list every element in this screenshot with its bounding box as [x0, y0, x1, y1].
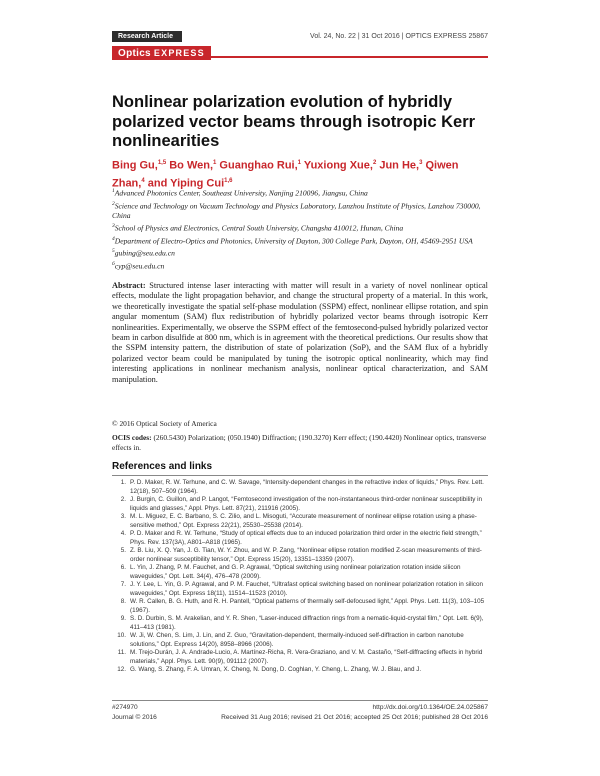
reference-number: 5. — [120, 547, 126, 554]
author-name: Jun He, — [376, 159, 420, 172]
author-affiliation-marker: 4 — [141, 177, 145, 184]
reference-item — [112, 615, 488, 632]
article-type-label: Research Article — [112, 31, 182, 42]
affiliation-text: Advanced Photonics Center, Southeast University, Nanjing 210096, Jiangsu, China — [114, 188, 368, 198]
footer-journal-copyright: Journal © 2016 — [112, 714, 157, 721]
affiliation-item — [112, 186, 492, 199]
footer-dates: Received 31 Aug 2016; revised 21 Oct 2016; accepted 25 Oct 2016; published 28 Oct 2016 — [221, 714, 488, 721]
reference-number: 11. — [117, 649, 126, 656]
reference-number: 4. — [120, 530, 126, 537]
reference-text: Z. B. Liu, X. Q. Yan, J. G. Tian, W. Y. Zhou, and W. P. Zang, “Nonlinear ellipse rotation modified Z-scan measurements of third-order nonlinear susceptibility tensor,” Opt. Express 15(20), 13351–13359 (2007). — [130, 547, 482, 563]
copyright-notice: © 2016 Optical Society of America — [112, 419, 217, 428]
abstract — [112, 281, 488, 385]
reference-text: W. Ji, W. Chen, S. Lim, J. Lin, and Z. Guo, “Gravitation-dependent, thermally-induced self-diffraction in carbon nanotube solutions,” Opt. Express 14(20), 8958–8966 (2006). — [130, 632, 464, 648]
reference-text: L. Yin, J. Zhang, P. M. Fauchet, and G. P. Agrawal, “Optical switching using nonlinear polarization rotation inside silicon waveguides,” Opt. Lett. 34(4), 476–478 (2009). — [130, 564, 461, 580]
author-affiliation-marker: 1 — [213, 160, 217, 166]
author-name: and Yiping Cui — [144, 177, 225, 190]
reference-item — [112, 564, 488, 581]
reference-item — [112, 632, 488, 649]
reference-text: P. D. Maker and R. W. Terhune, “Study of optical effects due to an induced polarization third order in the electric field strength,” Phys. Rev. 137(3A), A801–A818 (1965). — [130, 530, 482, 546]
affiliation-text: School of Physics and Electronics, Central South University, Changsha 410012, Hunan, China — [114, 223, 404, 233]
reference-number: 6. — [120, 564, 126, 571]
author-name: Yuxiong Xue, — [301, 159, 373, 172]
reference-number: 10. — [117, 632, 126, 639]
affiliation-list — [112, 186, 492, 271]
reference-number: 9. — [120, 615, 126, 622]
paper-title: Nonlinear polarization evolution of hybridly polarized vector beams through isotropic Kerr nonlinearities — [112, 93, 476, 150]
reference-text: W. R. Callen, B. G. Huth, and R. H. Pantell, “Optical patterns of thermally self-defocused light,” Appl. Phys. Lett. 11(3), 103–105 (1967). — [130, 598, 485, 614]
affiliation-marker: 5 — [112, 248, 115, 255]
author-name: Bing Gu, — [112, 159, 158, 172]
affiliation-item — [112, 234, 492, 247]
references-divider — [112, 475, 488, 476]
affiliation-item — [112, 221, 492, 234]
reference-text: M. L. Miguez, E. C. Barbano, S. C. Zilio, and L. Misoguti, “Accurate measurement of nonlinear ellipse rotation using a phase-sensitive method,” Opt. Express 22(21), 25530–25538 (2014). — [130, 513, 477, 529]
journal-logo-part2: EXPRESS — [153, 48, 205, 58]
affiliation-item — [112, 199, 492, 222]
footer-doi-link[interactable]: http://dx.doi.org/10.1364/OE.24.025867 — [372, 704, 488, 711]
affiliation-item — [112, 246, 492, 259]
author-affiliation-marker: 1 — [297, 160, 301, 166]
affiliation-marker: 2 — [112, 200, 115, 207]
affiliation-text: Department of Electro-Optics and Photonics, University of Dayton, 300 College Park, Dayton, OH, 45469-2951 USA — [114, 236, 473, 246]
reference-number: 12. — [117, 666, 126, 673]
reference-text: M. Trejo-Durán, J. A. Andrade-Lucio, A. Martínez-Richa, R. Vera-Graziano, and V. M. Castaño, “Self-diffracting effects in hybrid materials,” Appl. Phys. Lett. 90(9), 091112 (2007). — [130, 649, 483, 665]
footer-divider — [112, 700, 488, 701]
affiliation-marker: 1 — [112, 188, 115, 194]
reference-number: 8. — [120, 598, 126, 605]
affiliation-marker: 3 — [112, 223, 115, 230]
affiliation-marker: 6 — [112, 260, 115, 267]
reference-text: P. D. Maker, R. W. Terhune, and C. W. Savage, “Intensity-dependent changes in the refractive index of liquids,” Phys. Rev. Lett. 12(18), 507–509 (1964). — [130, 479, 484, 495]
footer-manuscript-id: #274970 — [112, 704, 138, 711]
reference-item — [112, 598, 488, 615]
abstract-text: Structured intense laser interacting with matter will result in a variety of novel nonlinear optical effects, modulate the light propagation behavior, and change the structural property of a material. In this work, we theoretically investigate the spatial self-phase modulation (SSPM) effect, nonlinear ellipse rotation, and spin angular momentum (SAM) flux redistribution of hybridly polarized vector beams through isotropic Kerr nonlinearities. Experimentally, we observe the SSPM effect of the femtosecond-pulsed hybridly polarized vector beam in carbon disulfide at 800 nm, which is in agreement with the theoretical predictions. Our results show that the SSPM intensity pattern, the distribution of state of polarization (SoP), and the SAM flux of a hybridly polarized vector beam could be manipulated by tuning the isotropic optical nonlinearity, which may find interesting applications in nonlinear mechanism analysis, nonlinear optical characterization, and SAM manipulation. — [112, 281, 488, 384]
author-affiliation-marker: 3 — [419, 160, 423, 166]
ocis-label: OCIS codes: — [112, 433, 152, 442]
reference-item — [112, 547, 488, 564]
ocis-codes — [112, 433, 488, 452]
reference-text: S. D. Durbin, S. M. Arakelian, and Y. R. Shen, “Laser-induced diffraction rings from a nematic-liquid-crystal film,” Opt. Lett. 6(9), 411–413 (1981). — [130, 615, 484, 631]
author-affiliation-marker: 1,6 — [224, 177, 233, 184]
affiliation-marker: 4 — [112, 235, 115, 242]
abstract-label: Abstract: — [112, 281, 146, 290]
affiliation-text: Science and Technology on Vacuum Technology and Physics Laboratory, Lanzhou Institute of Physics, Lanzhou 730000, China — [112, 201, 481, 221]
banner-rule — [211, 56, 488, 58]
references-heading: References and links — [112, 461, 213, 472]
affiliation-text: cyp@seu.edu.cn — [114, 261, 165, 271]
reference-item — [112, 496, 488, 513]
author-name: Bo Wen, — [166, 159, 214, 172]
journal-logo-part1: Optics — [118, 48, 151, 59]
citation-line: Vol. 24, No. 22 | 31 Oct 2016 | OPTICS EXPRESS 25867 — [310, 33, 488, 40]
author-name: Qiwen Zhan, — [112, 159, 459, 190]
reference-item — [112, 581, 488, 598]
author-affiliation-marker: 1,5 — [157, 160, 167, 166]
affiliation-text: gubing@seu.edu.cn — [114, 248, 175, 258]
reference-number: 1. — [120, 479, 126, 486]
references-list — [112, 479, 488, 675]
ocis-text: (260.5430) Polarization; (050.1940) Diffraction; (190.3270) Kerr effect; (190.4420) Nonlinear optics, transverse effects in. — [112, 433, 487, 452]
reference-item — [112, 666, 488, 675]
reference-item — [112, 530, 488, 547]
journal-banner — [112, 46, 488, 60]
reference-item — [112, 513, 488, 530]
author-name: Guanghao Rui, — [216, 159, 298, 172]
reference-number: 7. — [120, 581, 126, 588]
reference-text: G. Wang, S. Zhang, F. A. Umran, X. Cheng, N. Dong, D. Coghlan, Y. Cheng, L. Zhang, W. J. Blau, and J. — [130, 666, 422, 673]
reference-text: J. Burgin, C. Guillon, and P. Langot, “Femtosecond investigation of the non-instantaneous third-order nonlinear susceptibility in liquids and glasses,” Appl. Phys. Lett. 87(21), 211916 (2005). — [130, 496, 483, 512]
reference-number: 3. — [120, 513, 126, 520]
reference-item — [112, 479, 488, 496]
reference-number: 2. — [120, 496, 126, 503]
reference-text: J. Y. Lee, L. Yin, G. P. Agrawal, and P. M. Fauchet, “Ultrafast optical switching based on nonlinear polarization rotation in silicon waveguides,” Opt. Express 18(11), 11514–11523 (2010). — [130, 581, 484, 597]
author-affiliation-marker: 2 — [372, 160, 377, 166]
affiliation-item — [112, 259, 492, 272]
reference-item — [112, 649, 488, 666]
journal-logo — [112, 46, 211, 60]
